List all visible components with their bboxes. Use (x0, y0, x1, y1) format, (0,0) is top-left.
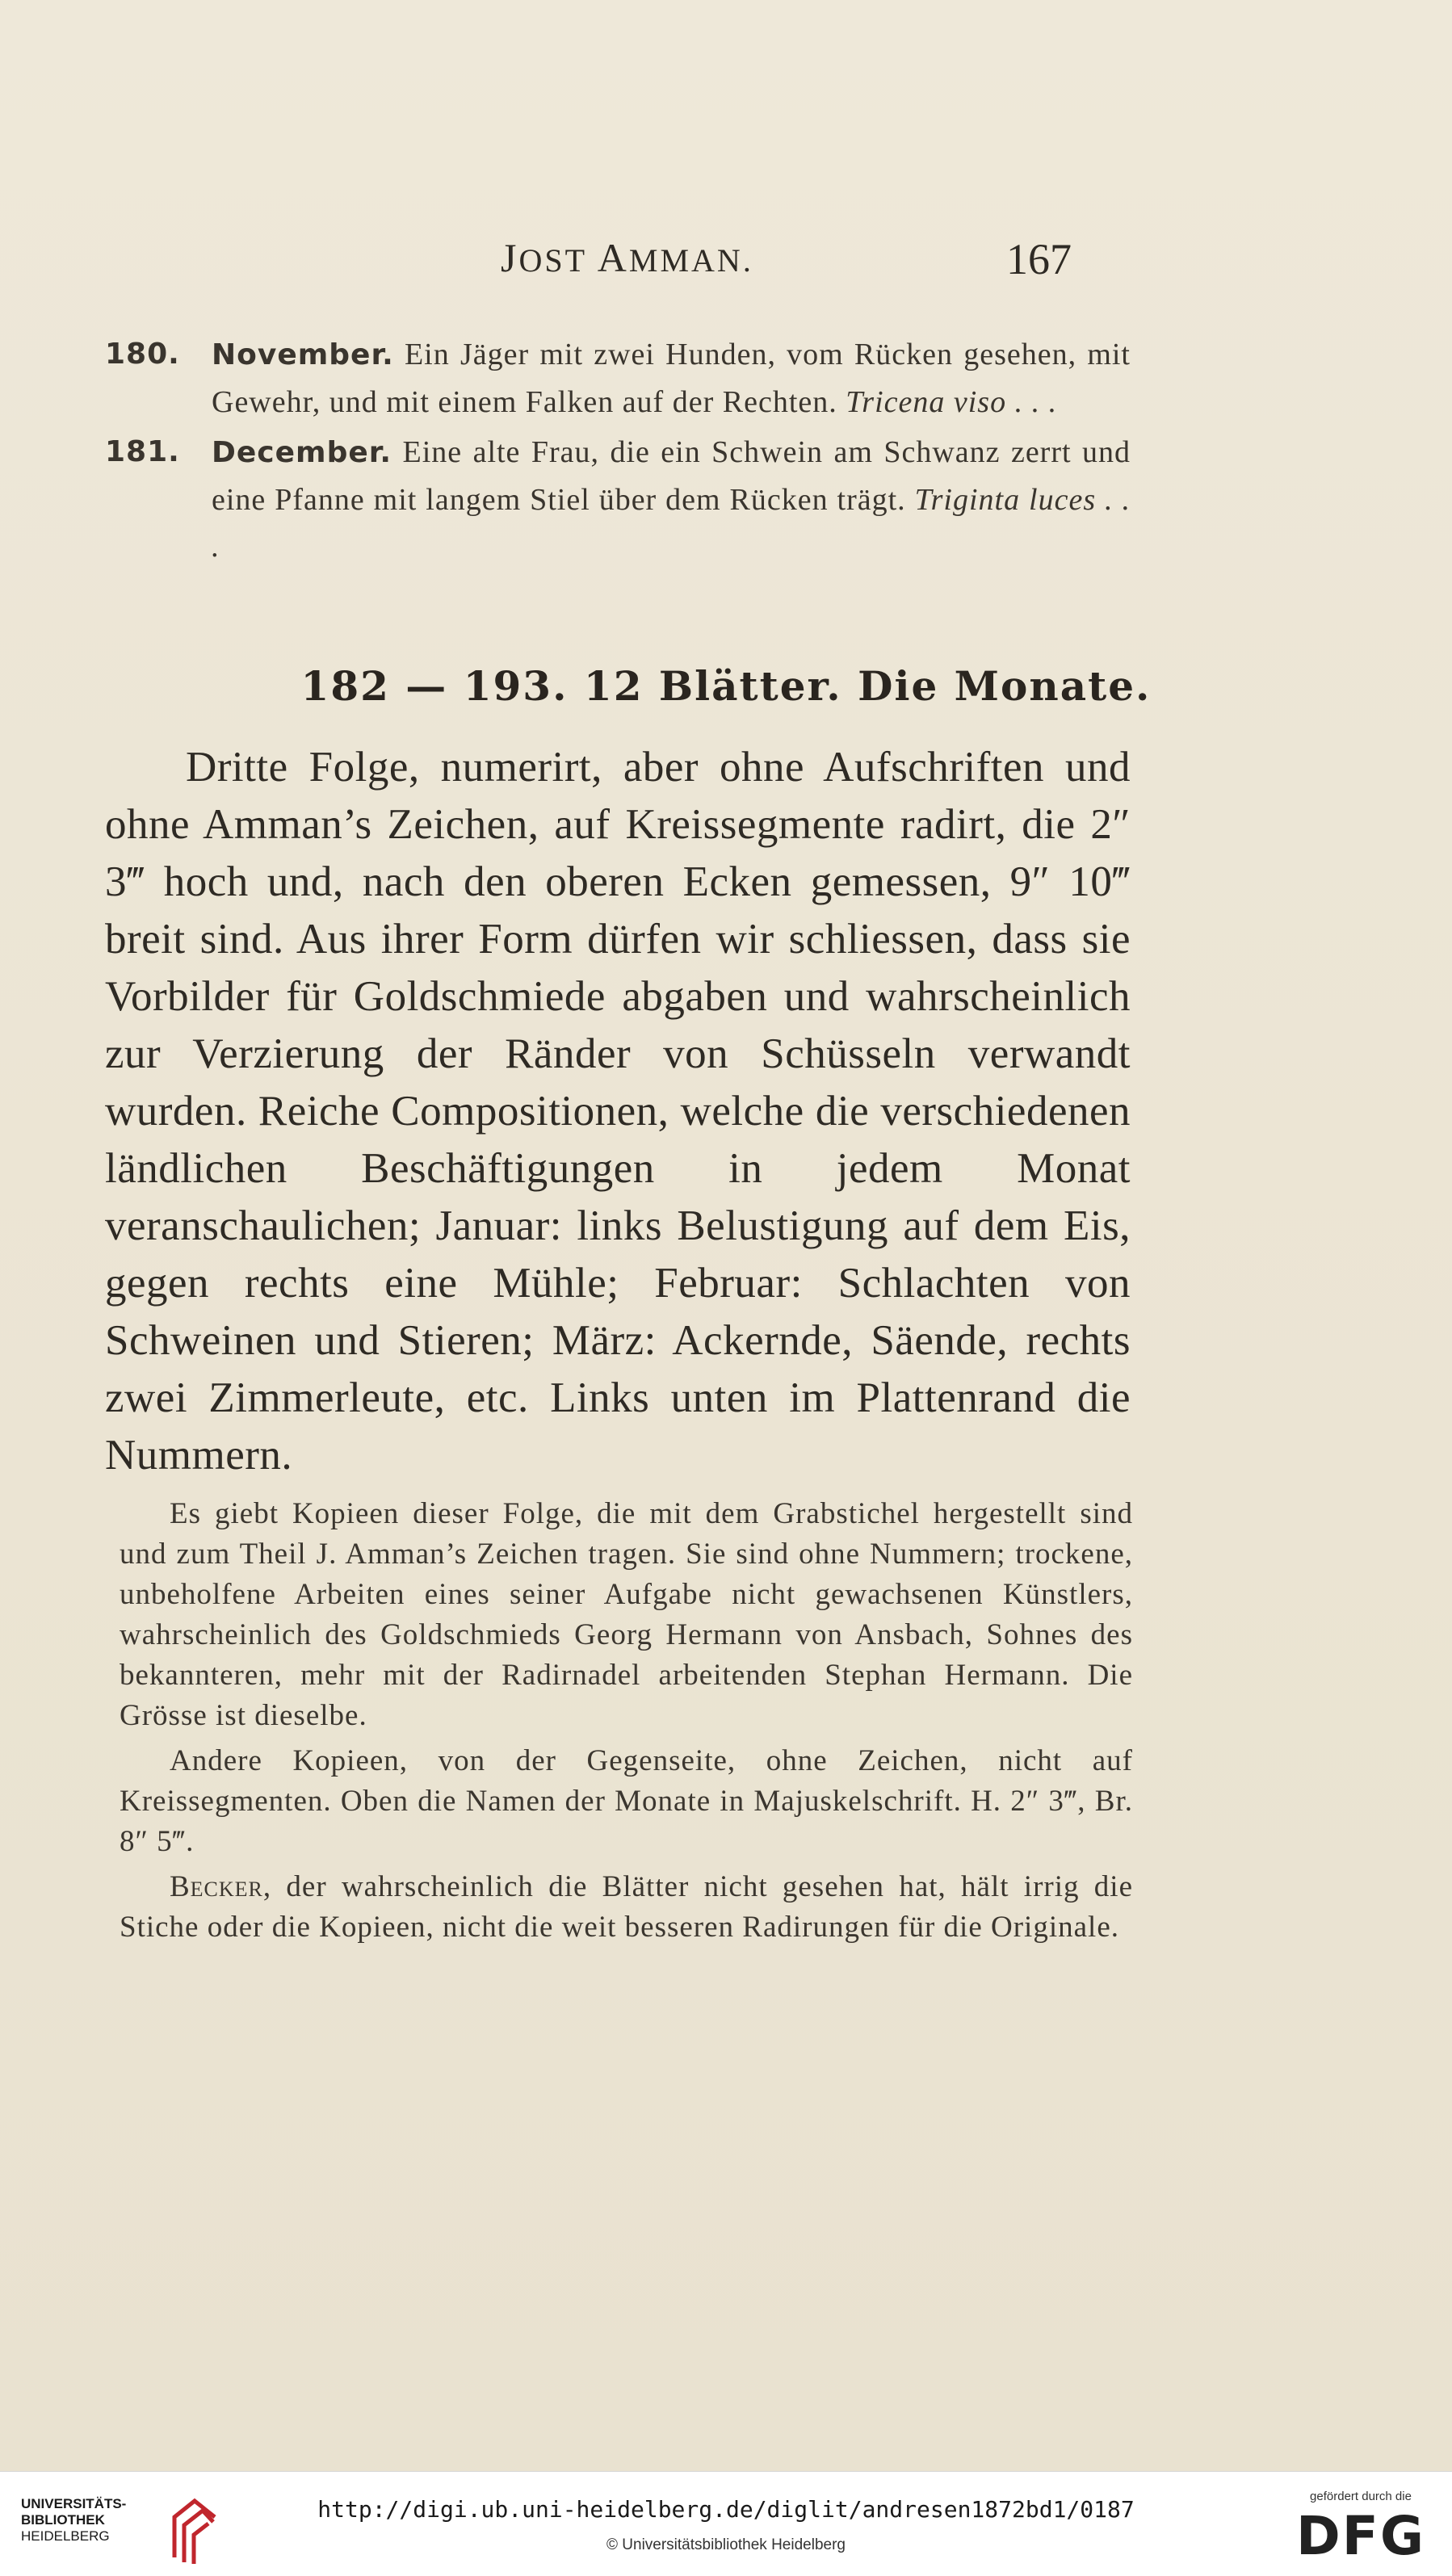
entry-inscription: Triginta luces . . . (212, 483, 1131, 564)
note-paragraph: Andere Kopieen, von der Gegenseite, ohne Zeichen, nicht auf Kreissegmenten. Oben die Namen der Monate in Majuskelschrift. H. 2″ 3‴, Br. 8″ 5‴. (120, 1744, 1133, 1858)
entry-number: 181. (105, 435, 180, 468)
note-paragraph: Becker, der wahrscheinlich die Blätter nicht gesehen hat, hält irrig die Stiche oder die Kopieen, nicht die weit besseren Radirungen für die Originale. (120, 1870, 1133, 1944)
entry-month: December. (212, 436, 392, 469)
library-logo[interactable]: UNIVERSITÄTS- BIBLIOTHEK HEIDELBERG (21, 2496, 207, 2561)
entry-text: Ein Jäger mit zwei Hunden, vom Rücken gesehen, mit Gewehr, und mit einem Falken auf der Rechten. (212, 338, 1131, 419)
entry-text: Eine alte Frau, die ein Schwein am Schwanz zerrt und eine Pfanne mit langem Stiel über dem Rücken trägt. (212, 435, 1131, 517)
cited-author: Becker (170, 1870, 263, 1903)
entry-number: 180. (105, 338, 180, 371)
catalogue-entry (105, 331, 1131, 426)
permalink-url[interactable]: http://digi.ub.uni-heidelberg.de/diglit/andresen1872bd1/0187 (317, 2496, 1135, 2523)
running-header (0, 234, 1452, 299)
copyright-notice: © Universitätsbibliothek Heidelberg (606, 2536, 846, 2553)
page-number: 167 (1006, 235, 1072, 283)
section-heading: 182 — 193. 12 Blätter. Die Monate. (300, 662, 1152, 710)
entry-inscription: Tricena viso . . . (846, 385, 1058, 419)
entry-month: November. (212, 338, 394, 371)
catalogue-entries (105, 331, 1131, 570)
catalogue-entry (105, 429, 1131, 570)
notes-block (120, 1494, 1133, 1948)
dfg-logo-icon: DFG (1295, 2505, 1426, 2567)
viewer-footer (0, 2471, 1452, 2576)
note-paragraph: Es giebt Kopieen dieser Folge, die mit dem Grabstichel hergestellt sind und zum Theil J. Amman’s Zeichen tragen. Sie sind ohne Nummern; trockene, unbeholfene Arbeiten eines seiner Aufgabe nicht gewachsenen Künstlers, wahrscheinlich des Goldschmieds Georg Hermann von Ansbach, Sohnes des bekannteren, mehr mit der Radirnadel arbeitenden Stephan Hermann. Die Grösse ist dieselbe. (120, 1497, 1133, 1732)
main-paragraph: Dritte Folge, numerirt, aber ohne Aufschriften und ohne Amman’s Zeichen, auf Kreissegmente radirt, die 2″ 3‴ hoch und, nach den oberen Ecken gemessen, 9″ 10‴ breit sind. Aus ihrer Form dürfen wir schliessen, dass sie Vorbilder für Goldschmiede abgaben und wahrscheinlich zur Verzierung der Ränder von Schüsseln verwandt wurden. Reiche Compositionen, welche die verschiedenen ländlichen Beschäftigungen in jedem Monat veranschaulichen; Januar: links Belustigung auf dem Eis, gegen rechts eine Mühle; Februar: Schlachten von Schweinen und Stieren; März: Ackernde, Säende, rechts zwei Zimmerleute, etc. Links unten im Plattenrand die Nummern. (105, 744, 1131, 1479)
running-head-author: JOST AMMAN. (501, 235, 753, 280)
dfg-sponsor[interactable]: gefördert durch die DFG (1284, 2490, 1437, 2567)
